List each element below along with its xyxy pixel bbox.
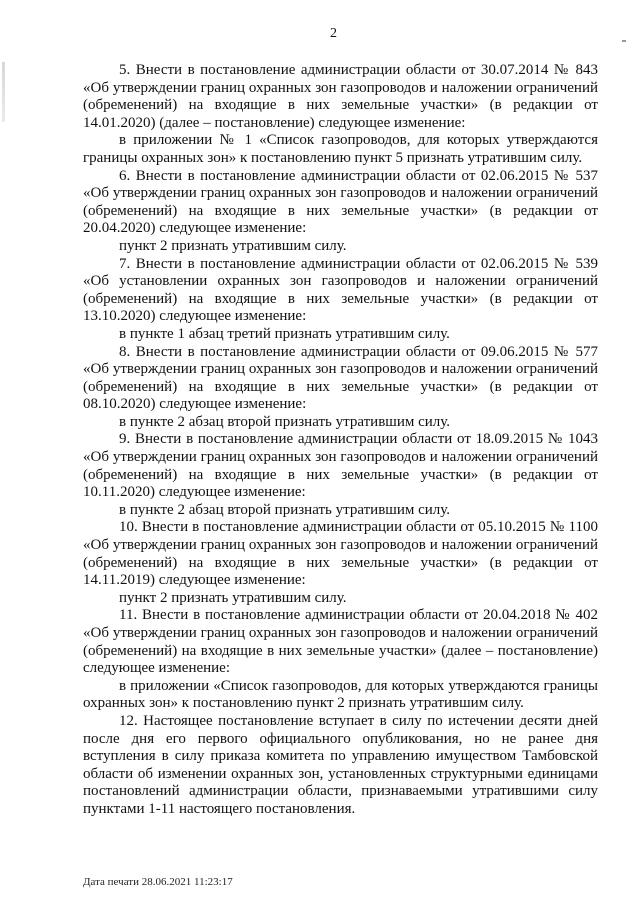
page-number: 2 xyxy=(330,26,337,41)
paragraph-5-change: в приложении № 1 «Список газопроводов, для которых утверждаются границы охранных зон» к постановлению пункт 5 признать утратившим силу. xyxy=(83,132,598,166)
paragraph-11: 11. Внести в постановление администрации области от 20.04.2018 № 402 «Об утверждении границ охранных зон газопроводов и наложении ограничений (обременений) на входящие в них земельные участки» (далее – постановление) следующее изменение: xyxy=(83,607,598,677)
paragraph-7-change: в пункте 1 абзац третий признать утратившим силу. xyxy=(119,325,450,342)
paragraph-10-change: пункт 2 признать утратившим силу. xyxy=(119,589,347,606)
paragraph-12: 12. Настоящее постановление вступает в силу по истечении десяти дней после дня его первого официального опубликования, но не ранее дня вступления в силу приказа комитета по управлению имуществом Тамбовской области об изменении охранных зон, установленных структурными единицами постановлений администрации области, признаваемыми утратившими силу пунктами 1-11 настоящего постановления. xyxy=(83,712,598,817)
print-date-footer: Дата печати 28.06.2021 11:23:17 xyxy=(83,876,233,888)
paragraph-5: 5. Внести в постановление администрации области от 30.07.2014 № 843 «Об утверждении границ охранных зон газопроводов и наложении ограничений (обременений) на входящие в них земельные участки» (в редакции от 14.01.2020) (далее – постановление) следующее изменение: xyxy=(83,62,598,131)
paragraph-11-change: в приложении «Список газопроводов, для которых утверждаются границы охранных зон» к постановлению пункт 2 признать утратившим силу. xyxy=(83,677,598,712)
paragraph-8: 8. Внести в постановление администрации области от 09.06.2015 № 577 «Об утверждении границ охранных зон газопроводов и наложении ограничений (обременений) на входящие в них земельные участки» (в редакции от 08.10.2020) следующее изменение: xyxy=(83,343,598,413)
scan-edge-mark xyxy=(2,62,5,122)
paragraph-10: 10. Внести в постановление администрации области от 05.10.2015 № 1100 «Об утверждении границ охранных зон газопроводов и наложении ограничений (обременений) на входящие в них земельные участки» (в редакции от 14.11.2019) следующее изменение: xyxy=(83,519,598,589)
scan-corner-mark xyxy=(622,40,626,42)
paragraph-9: 9. Внести в постановление администрации области от 18.09.2015 № 1043 «Об утверждении границ охранных зон газопроводов и наложении ограничений (обременений) на входящие в них земельные участки» (в редакции от 10.11.2020) следующее изменение: xyxy=(83,431,598,501)
paragraph-7: 7. Внести в постановление администрации области от 02.06.2015 № 539 «Об установлении охранных зон газопроводов и наложении ограничений (обременений) на входящие в них земельные участки» (в редакции от 13.10.2020) следующее изменение: xyxy=(83,255,598,325)
paragraph-8-change: в пункте 2 абзац второй признать утратившим силу. xyxy=(119,413,451,430)
paragraph-6: 6. Внести в постановление администрации области от 02.06.2015 № 537 «Об утверждении границ охранных зон газопроводов и наложении ограничений (обременений) на входящие в них земельные участки» (в редакции от 20.04.2020) следующее изменение: xyxy=(83,167,598,237)
paragraph-9-change: в пункте 2 абзац второй признать утратившим силу. xyxy=(119,501,451,518)
paragraph-6-change: пункт 2 признать утратившим силу. xyxy=(119,237,347,254)
document-body xyxy=(83,62,598,819)
